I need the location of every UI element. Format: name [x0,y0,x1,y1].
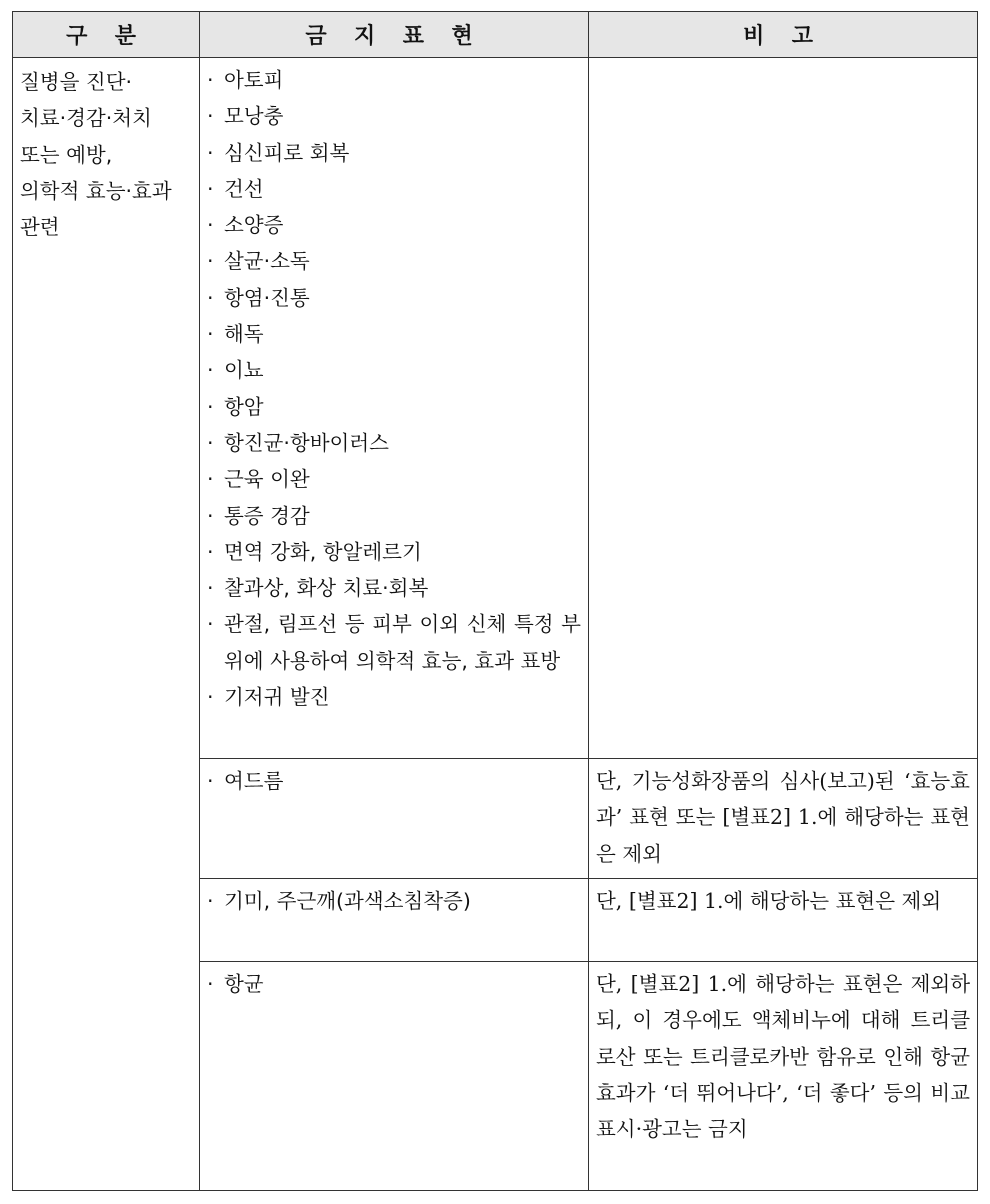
prohibited-expressions-table [12,11,978,1191]
list-item [207,425,581,461]
list-item [207,171,581,207]
list-item [207,280,581,316]
category-line: 관련 [20,215,60,240]
category-cell [13,58,200,1191]
category-line: 또는 예방, [20,142,113,167]
bullet-dot: · [207,213,214,238]
bullet-dot: · [207,68,214,92]
list-item-text: 소양증 [224,213,284,238]
remark-cell: 단, [별표2] 1.에 해당하는 표현은 제외 [589,879,978,962]
list-item-text: 기미, 주근깨(과색소침착증) [224,889,471,913]
list-item-text: 항염·진통 [224,285,310,310]
list-item [207,243,581,279]
list-item-text: 모낭충 [224,104,284,129]
list-item-text: 살균·소독 [224,249,310,274]
list-item-text: 항암 [224,394,264,419]
bullet-dot: · [207,685,214,710]
list-item [207,207,581,243]
bullet-dot: · [207,972,214,996]
list-item [207,606,581,679]
bullet-dot: · [207,889,214,913]
list-item [207,135,581,171]
list-item-text: 면역 강화, 항알레르기 [224,539,422,564]
category-text [20,64,192,245]
header-remarks: 비 고 [589,12,978,58]
list-item [207,883,581,919]
category-line: 의학적 효능·효과 [20,178,172,203]
list-item [207,316,581,352]
bullet-dot: · [207,539,214,564]
list-item-text: 해독 [224,322,264,347]
list-item-text: 심신피로 회복 [224,140,350,165]
bullet-dot: · [207,503,214,528]
expression-cell [200,759,589,879]
list-item-text: 이뇨 [224,358,264,383]
list-item [207,534,581,570]
bullet-dot: · [207,176,214,201]
bullet-dot: · [207,322,214,347]
bullet-dot: · [207,358,214,383]
bullet-dot: · [207,612,214,637]
bullet-dot: · [207,576,214,601]
header-category: 구 분 [13,12,200,58]
bullet-dot: · [207,285,214,310]
list-item [207,352,581,388]
expression-cell [200,879,589,962]
table-header-row [13,12,978,58]
remark-cell [589,58,978,759]
list-item [207,389,581,425]
table-row [13,58,978,759]
bullet-dot: · [207,430,214,455]
list-item [207,62,581,98]
remark-cell: 단, 기능성화장품의 심사(보고)된 ‘효능효과’ 표현 또는 [별표2] 1.에 해당하는 표현은 제외 [589,759,978,879]
bullet-dot: · [207,769,214,793]
list-item-text: 기저귀 발진 [224,685,330,710]
list-item [207,498,581,534]
bullet-dot: · [207,394,214,419]
category-line: 질병을 진단· [20,70,133,94]
expression-cell [200,962,589,1191]
list-item [207,763,581,799]
remark-cell: 단, [별표2] 1.에 해당하는 표현은 제외하되, 이 경우에도 액체비누에 대해 트리클로산 또는 트리클로카반 함유로 인해 항균 효과가 ‘더 뛰어나다’, ‘더 좋다’ 등의 비교 표시·광고는 금지 [589,962,978,1191]
list-item [207,570,581,606]
list-item [207,966,581,1002]
list-item [207,461,581,497]
category-line: 치료·경감·처치 [20,106,152,131]
list-item-text: 통증 경감 [224,503,310,528]
bullet-dot: · [207,140,214,165]
list-item-text: 찰과상, 화상 치료·회복 [224,576,429,601]
list-item-text: 근육 이완 [224,467,310,492]
list-item-text: 관절, 림프선 등 피부 이외 신체 특정 부위에 사용하여 의학적 효능, 효과 표방 [224,612,581,673]
list-item [207,98,581,134]
expression-cell [200,58,589,759]
bullet-dot: · [207,249,214,274]
list-item-text: 아토피 [224,68,284,92]
list-item-text: 항진균·항바이러스 [224,430,389,455]
bullet-dot: · [207,467,214,492]
list-item [207,679,581,715]
bullet-dot: · [207,104,214,129]
list-item-text: 항균 [224,972,264,996]
header-prohibited-expression: 금 지 표 현 [200,12,589,58]
list-item-text: 여드름 [224,769,284,793]
list-item-text: 건선 [224,176,264,201]
